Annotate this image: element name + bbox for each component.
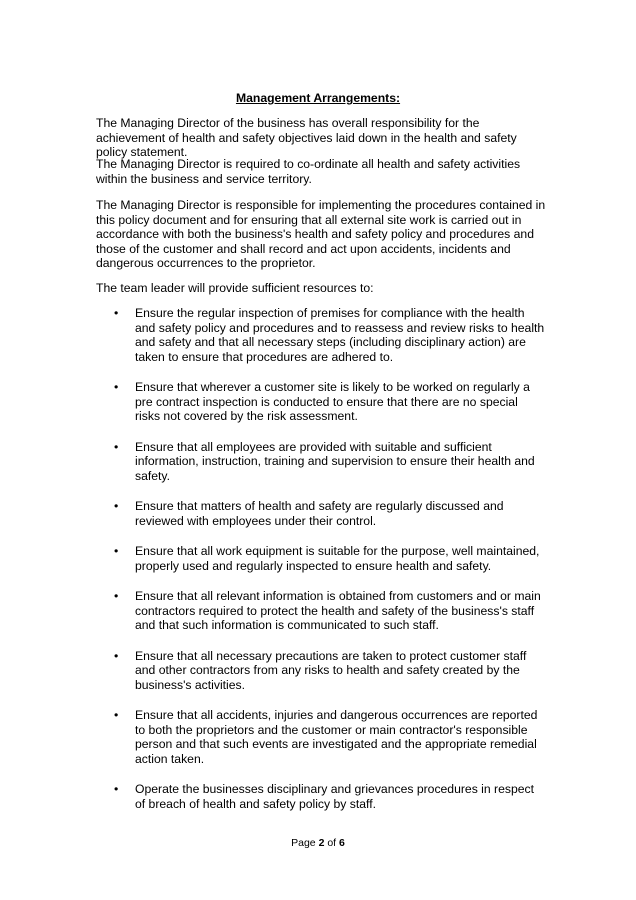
bullet-icon: •	[114, 499, 119, 513]
list-item-text: Ensure that wherever a customer site is likely to be worked on regularly a pre contract inspection is conducted to ensure that there are no special risks not covered by the risk assessment.	[135, 380, 530, 423]
list-item	[0, 499, 545, 528]
list-item	[0, 440, 545, 484]
list-item	[0, 589, 545, 633]
list-item-text: Ensure that all employees are provided with suitable and sufficient information, instruction, training and supervision to ensure their health and safety.	[135, 439, 535, 483]
paragraph-team-leader-intro: The team leader will provide sufficient resources to:	[96, 281, 374, 295]
list-item-text: Ensure that all relevant information is obtained from customers and or main contractors required to protect the health and safety of the business's staff and that such information is communicated to such staff.	[135, 589, 541, 632]
list-item	[0, 544, 545, 573]
list-item-text: Operate the businesses disciplinary and grievances procedures in respect of breach of health and safety policy by staff.	[135, 782, 535, 811]
bullet-icon: •	[114, 648, 119, 663]
list-item	[0, 306, 545, 364]
bullet-icon: •	[114, 544, 119, 558]
bullet-icon: •	[114, 782, 119, 796]
list-item-text: Ensure that all accidents, injuries and dangerous occurrences are reported to both the proprietors and the customer or main contractor's responsible person and that such events are investigated and the appropriate remedial action taken.	[135, 708, 538, 766]
paragraph-md-implement: The Managing Director is responsible for implementing the procedures contained in this policy document and for ensuring that all external site work is carried out in accordance with both the business's health and safety policy and procedures and those of the customer and shall record and act upon accidents, incidents and dangerous occurrences to the proprietor.	[96, 198, 546, 270]
resource-bullet-list	[0, 306, 636, 811]
bullet-icon: •	[114, 439, 119, 454]
paragraph-md-responsibility: The Managing Director of the business has overall responsibility for the achievement of health and safety objectives laid down in the health and safety policy statement.	[96, 116, 517, 159]
list-item-text: Ensure that all work equipment is suitable for the purpose, well maintained, properly used and regularly inspected to ensure health and safety.	[135, 544, 540, 573]
page-word: Page	[291, 837, 316, 849]
of-word: of	[327, 837, 337, 849]
section-title: Management Arrangements:	[235, 91, 401, 105]
list-item	[0, 708, 545, 766]
list-item	[0, 782, 545, 811]
list-item	[0, 380, 545, 424]
bullet-icon: •	[114, 380, 119, 394]
total-pages-number: 6	[339, 837, 345, 849]
list-item-text: Ensure that all necessary precautions are taken to protect customer staff and other contractors from any risks to health and safety created by the business's activities.	[135, 648, 527, 692]
list-item-text: Ensure that matters of health and safety are regularly discussed and reviewed with employees under their control.	[135, 499, 504, 528]
bullet-icon: •	[114, 708, 119, 722]
page-footer	[0, 836, 636, 850]
list-item	[0, 649, 545, 693]
bullet-icon: •	[114, 589, 119, 603]
bullet-icon: •	[114, 306, 119, 320]
current-page-number: 2	[318, 837, 325, 849]
list-item-text: Ensure the regular inspection of premises for compliance with the health and safety policy and procedures and to reassess and review risks to health and safety and that all necessary steps (including disciplinary action) are taken to ensure that procedures are adhered to.	[135, 306, 545, 364]
paragraph-md-coordinate: The Managing Director is required to co-ordinate all health and safety activities within the business and service territory.	[96, 157, 521, 186]
